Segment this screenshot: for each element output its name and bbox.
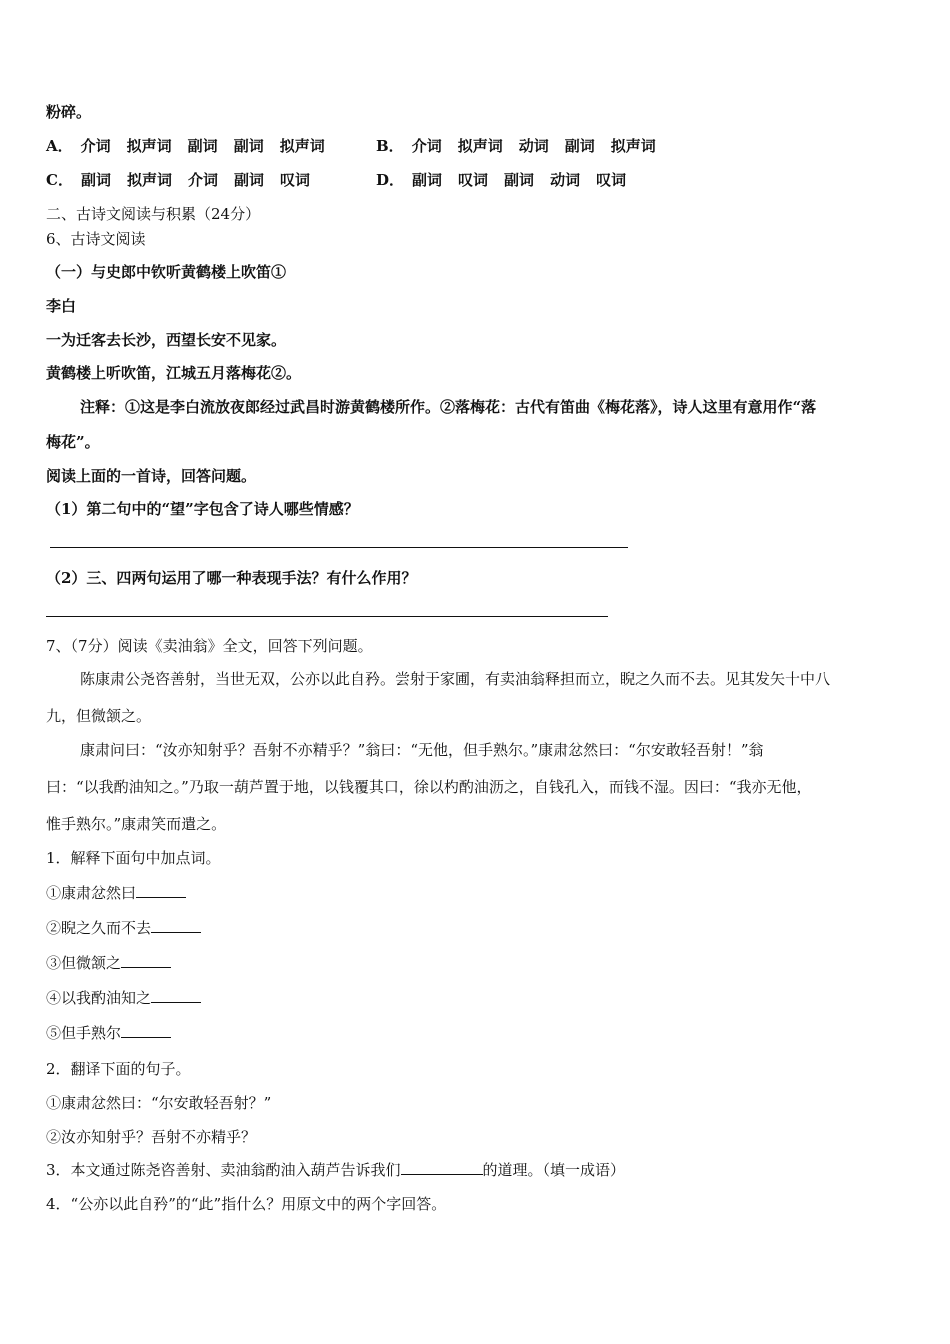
option-b[interactable] bbox=[376, 136, 672, 156]
sub-question-3-suffix: 的道理。（填一成语） bbox=[482, 1161, 626, 1179]
q5-tail-text: 粉碎。 bbox=[46, 103, 92, 121]
option-word: 拟声词 bbox=[457, 137, 503, 155]
option-word: 副词 bbox=[80, 171, 111, 189]
fill-item-text: ⑤但手熟尔 bbox=[46, 1024, 122, 1042]
fill-item-text: ④以我酌油知之 bbox=[46, 989, 152, 1007]
poem-line-2: 黄鹤楼上听吹笛，江城五月落梅花②。 bbox=[46, 364, 302, 382]
passage-line: 陈康肃公尧咨善射，当世无双，公亦以此自矜。尝射于家圃，有卖油翁释担而立，睨之久而不去。见其发矢十中八 bbox=[80, 670, 831, 688]
reading-instruction: 阅读上面的一首诗，回答问题。 bbox=[46, 467, 257, 485]
passage-line: 惟手熟尔。”康肃笑而遣之。 bbox=[46, 815, 227, 833]
option-word: 介词 bbox=[80, 137, 111, 155]
sub-question-4: 4．“公亦以此自矜”的“此”指什么？用原文中的两个字回答。 bbox=[46, 1195, 447, 1213]
option-word: 副词 bbox=[233, 137, 264, 155]
poem-line-1: 一为迁客去长沙，西望长安不见家。 bbox=[46, 331, 287, 349]
option-word: 拟声词 bbox=[126, 171, 172, 189]
option-word: 动词 bbox=[550, 171, 581, 189]
question-6-heading: 6、古诗文阅读 bbox=[46, 230, 146, 248]
passage-line: 曰：“以我酌油知之。”乃取一葫芦置于地，以钱覆其口，徐以杓酌油沥之，自钱孔入，而钱不湿。因曰：“我亦无他， bbox=[46, 778, 812, 796]
poem-note: 注释：①这是李白流放夜郎经过武昌时游黄鹤楼所作。②落梅花：古代有笛曲《梅花落》，诗人这里有意用作“落 bbox=[80, 398, 817, 416]
option-word: 副词 bbox=[234, 171, 265, 189]
answer-line-1[interactable] bbox=[50, 547, 628, 548]
question-6-2: （2）三、四两句运用了哪一种表现手法？有什么作用？ bbox=[46, 569, 417, 587]
q5-options-row-2 bbox=[46, 170, 642, 190]
translate-item-2: ②汝亦知射乎？吾射不亦精乎？ bbox=[46, 1128, 257, 1146]
sub-question-2: 2．翻译下面的句子。 bbox=[46, 1060, 191, 1078]
option-c[interactable] bbox=[46, 170, 376, 190]
option-label: A． bbox=[46, 137, 73, 155]
option-word: 拟声词 bbox=[279, 137, 325, 155]
section-heading: 二、古诗文阅读与积累（24分） bbox=[46, 205, 261, 223]
poem-author: 李白 bbox=[46, 297, 77, 315]
idiom-blank[interactable] bbox=[401, 1160, 483, 1175]
fill-blank[interactable] bbox=[151, 918, 201, 933]
option-word: 叹词 bbox=[280, 171, 311, 189]
question-7-heading: 7、（7分）阅读《卖油翁》全文，回答下列问题。 bbox=[46, 637, 373, 655]
option-label: D． bbox=[376, 171, 405, 189]
option-word: 副词 bbox=[504, 171, 535, 189]
option-word: 叹词 bbox=[458, 171, 489, 189]
fill-item-2[interactable] bbox=[46, 918, 201, 938]
sub-question-1: 1．解释下面句中加点词。 bbox=[46, 849, 221, 867]
fill-item-5[interactable] bbox=[46, 1023, 171, 1043]
option-word: 副词 bbox=[187, 137, 218, 155]
translate-item-1: ①康肃忿然曰：“尔安敢轻吾射？” bbox=[46, 1094, 272, 1112]
fill-item-text: ③但微颔之 bbox=[46, 954, 122, 972]
question-6-1: （1）第二句中的“望”字包含了诗人哪些情感？ bbox=[46, 500, 359, 518]
option-label: B． bbox=[376, 137, 404, 155]
option-word: 介词 bbox=[411, 137, 442, 155]
passage-line: 康肃问曰：“汝亦知射乎？吾射不亦精乎？”翁曰：“无他，但手熟尔。”康肃忿然曰：“尔安敢轻吾射！”翁 bbox=[80, 741, 764, 759]
fill-item-text: ②睨之久而不去 bbox=[46, 919, 152, 937]
fill-blank[interactable] bbox=[121, 1023, 171, 1038]
fill-item-3[interactable] bbox=[46, 953, 171, 973]
option-word: 拟声词 bbox=[610, 137, 656, 155]
fill-blank[interactable] bbox=[136, 883, 186, 898]
poem-note-continued: 梅花”。 bbox=[46, 433, 100, 451]
fill-item-4[interactable] bbox=[46, 988, 201, 1008]
passage-line: 九，但微颔之。 bbox=[46, 707, 152, 725]
q5-options-row-1 bbox=[46, 136, 672, 156]
fill-item-1[interactable] bbox=[46, 883, 186, 903]
poem-title: （一）与史郎中钦听黄鹤楼上吹笛① bbox=[46, 263, 287, 281]
sub-question-3 bbox=[46, 1160, 625, 1180]
option-word: 副词 bbox=[564, 137, 595, 155]
option-d[interactable] bbox=[376, 170, 642, 190]
fill-blank[interactable] bbox=[121, 953, 171, 968]
answer-line-2[interactable] bbox=[46, 616, 608, 617]
option-word: 动词 bbox=[518, 137, 549, 155]
fill-item-text: ①康肃忿然曰 bbox=[46, 884, 137, 902]
option-word: 叹词 bbox=[596, 171, 627, 189]
option-word: 拟声词 bbox=[126, 137, 172, 155]
fill-blank[interactable] bbox=[151, 988, 201, 1003]
option-a[interactable] bbox=[46, 136, 376, 156]
option-word: 副词 bbox=[412, 171, 443, 189]
option-word: 介词 bbox=[187, 171, 218, 189]
option-label: C． bbox=[46, 171, 73, 189]
sub-question-3-text: 3．本文通过陈尧咨善射、卖油翁酌油入葫芦告诉我们 bbox=[46, 1161, 401, 1179]
